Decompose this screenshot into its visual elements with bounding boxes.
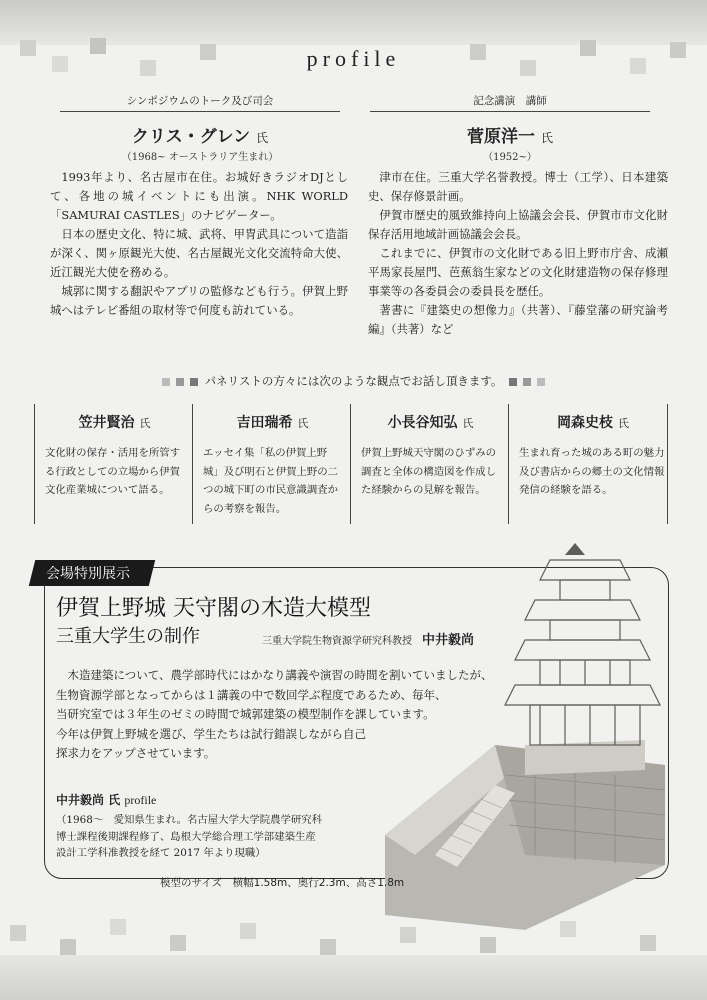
speaker2-role: 記念講演 講師 <box>473 95 547 107</box>
exhibit-subtitle: 三重大学生の制作 <box>56 626 200 647</box>
exhibit-title: 伊賀上野城 天守閣の木造大模型 <box>56 596 371 621</box>
speaker1-bio-para: 日本の歴史文化、特に城、武将、甲冑武具について造詣が深く、関ヶ原観光大使、名古屋観光文化交流特命大使、近江観光大使を務める。 <box>50 227 348 279</box>
professor-bio-line: 博士課程後期課程修了、島根大学総合理工学部建築生産 <box>56 830 316 843</box>
exhibit-description-line: 生物資源学部となってからは１講義の中で数回学ぶ程度であるため、毎年、 <box>56 687 447 702</box>
speaker1-note: （1968~ オーストラリア生まれ） <box>121 152 279 163</box>
speaker1-bio-para: 1993年より、名古屋市在住。お城好きラジオDJとして、各地の城イベントにも出演。NHK WORLD「SAMURAI CASTLES」のナビゲーター。 <box>50 170 348 222</box>
panelist-name <box>203 412 342 432</box>
speaker2-bio-para: 伊賀市歴史的風致維持向上協議会会長、伊賀市市文化財保存活用地域計画協議会会長。 <box>368 208 668 241</box>
panelist-name <box>361 412 500 432</box>
panel-heading-text: パネリストの方々には次のような観点でお話し頂きます。 <box>204 374 503 388</box>
panelist-text: エッセイ集「私の伊賀上野城」及び明石と伊賀上野の二つの城下町の市民意識調査からの考察を報告。 <box>203 447 339 515</box>
square-icon <box>176 378 184 386</box>
professor-bio-line: （1968～ 愛知県生まれ。名古屋大学大学院農学研究科 <box>56 814 323 826</box>
page-title: profile <box>306 46 401 71</box>
speaker1-bio-para: 城郭に関する翻訳やアプリの監修なども行う。伊賀上野城へはテレビ番組の取材等で何度も訪れている。 <box>50 284 348 317</box>
speaker1-honorific: 氏 <box>256 131 269 145</box>
speaker2-bio-para: 津市在住。三重大学名誉教授。博士（工学）、日本建築史、保存修景計画。 <box>368 170 668 203</box>
exhibit-description-line: 今年は伊賀上野城を選び、学生たちは試行錯誤しながら自己 <box>56 726 367 741</box>
professor-profile-label: profile <box>124 793 157 807</box>
professor-profile-heading <box>56 791 156 808</box>
speaker1-name-text: クリス・グレン <box>131 127 251 147</box>
exhibit-tag-text: 会場特別展示 <box>46 566 130 582</box>
top-mosaic-decoration <box>0 0 707 90</box>
square-icon <box>162 378 170 386</box>
panelist-text: 伊賀上野城天守閣のひずみの調査と全体の構造図を作成した経験からの見解を報告。 <box>361 447 497 496</box>
speaker2-name-text: 菅原洋一 <box>467 127 536 147</box>
square-icon <box>523 378 531 386</box>
square-icon <box>509 378 517 386</box>
panelist-honorific: 氏 <box>297 417 309 430</box>
model-size: 模型のサイズ 横幅1.58m、奥行2.3m、高さ1.8m <box>160 877 405 889</box>
speaker2-bio-para: これまでに、伊賀市の文化財である旧上野市庁舎、成瀬平馬家長屋門、芭蕉翁生家などの文化財建造物の保存修理事業等の各委員会の委員長を歴任。 <box>368 246 668 298</box>
exhibit-description-line: 木造建築について、農学部時代にはかなり講義や演習の時間を割いていましたが、 <box>67 668 493 682</box>
panelist-card <box>350 404 500 524</box>
professor-bio-line: 設計工学科准教授を経て 2017 年より現職） <box>56 847 266 859</box>
panelist-name-text: 笠井賢治 <box>78 415 135 431</box>
panelist-name <box>45 412 184 432</box>
speaker1-divider <box>60 111 340 112</box>
speaker2-honorific: 氏 <box>540 131 553 145</box>
panelist-honorific: 氏 <box>617 417 629 430</box>
speaker1-name <box>60 122 340 147</box>
professor-name: 中井毅尚 <box>422 633 475 648</box>
speaker2-name <box>370 122 650 147</box>
square-icon <box>190 378 198 386</box>
professor-profile-name: 中井毅尚 氏 <box>56 793 121 807</box>
speaker1-bio <box>50 168 348 320</box>
panelist-card <box>192 404 342 524</box>
exhibit-description-line: 当研究室では３年生のゼミの時間で城郭建築の模型制作を課しています。 <box>56 707 435 721</box>
panelist-name <box>519 412 667 432</box>
exhibit-tag <box>29 560 155 586</box>
panelist-card <box>508 404 668 524</box>
panelist-name-text: 小長谷知弘 <box>387 415 458 431</box>
square-icon <box>537 378 545 386</box>
panelist-name-text: 岡森史枝 <box>557 415 614 431</box>
panelist-text: 生まれ育った城のある町の魅力及び書店からの郷土の文化情報発信の経験を語る。 <box>519 447 665 496</box>
panelist-honorific: 氏 <box>139 417 151 430</box>
speaker2-bio <box>368 168 668 339</box>
panel-heading <box>0 373 707 389</box>
speaker2-divider <box>370 111 650 112</box>
speaker2-bio-para: 著書に『建築史の想像力』（共著）、『藤堂藩の研究論考編』（共著）など <box>368 303 668 336</box>
panelist-card <box>34 404 184 524</box>
panelist-honorific: 氏 <box>462 417 474 430</box>
panelist-name-text: 吉田瑞希 <box>236 415 293 431</box>
speaker1-role: シンポジウムのトーク及び司会 <box>126 95 274 107</box>
exhibit-description-line: 探求力をアップさせています。 <box>56 746 216 760</box>
professor-profile-bio <box>56 812 322 862</box>
panelist-text: 文化財の保存・活用を所管する行政としての立場から伊賀文化産業城について語る。 <box>45 447 181 496</box>
speaker2-note: （1952~） <box>483 152 537 163</box>
bottom-mosaic-decoration <box>0 905 707 1000</box>
professor-title: 三重大学院生物資源学研究科教授 <box>262 636 412 647</box>
exhibit-description <box>56 666 496 764</box>
